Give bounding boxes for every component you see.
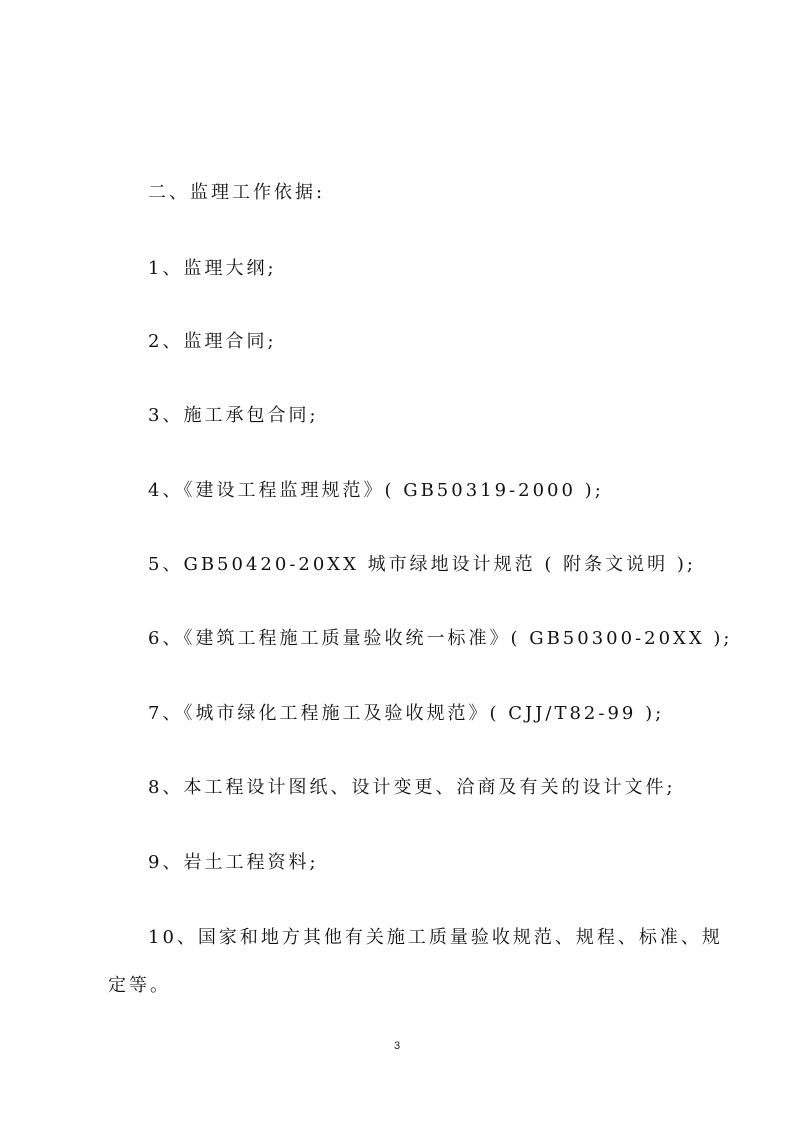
list-item-1: 1、监理大纲;: [148, 258, 277, 279]
list-item-6: 6、《建筑工程施工质量验收统一标准》( GB50300-20XX );: [148, 628, 733, 649]
list-item-3: 3、施工承包合同;: [148, 405, 319, 426]
list-item-10: 10、国家和地方其他有关施工质量验收规范、规程、标准、规定等。: [108, 927, 723, 996]
list-item-5: 5、GB50420-20XX 城市绿地设计规范 ( 附条文说明 );: [148, 554, 696, 575]
list-item-2: 2、监理合同;: [148, 331, 277, 352]
page-number: 3: [393, 1040, 401, 1052]
list-item-9: 9、岩土工程资料;: [148, 852, 319, 873]
section-heading: 二、监理工作依据:: [148, 182, 326, 203]
list-item-8: 8、本工程设计图纸、设计变更、洽商及有关的设计文件;: [148, 777, 676, 798]
list-item-4: 4、《建设工程监理规范》( GB50319-2000 );: [148, 480, 604, 501]
list-item-7: 7、《城市绿化工程施工及验收规范》( CJJ/T82-99 );: [148, 703, 665, 724]
